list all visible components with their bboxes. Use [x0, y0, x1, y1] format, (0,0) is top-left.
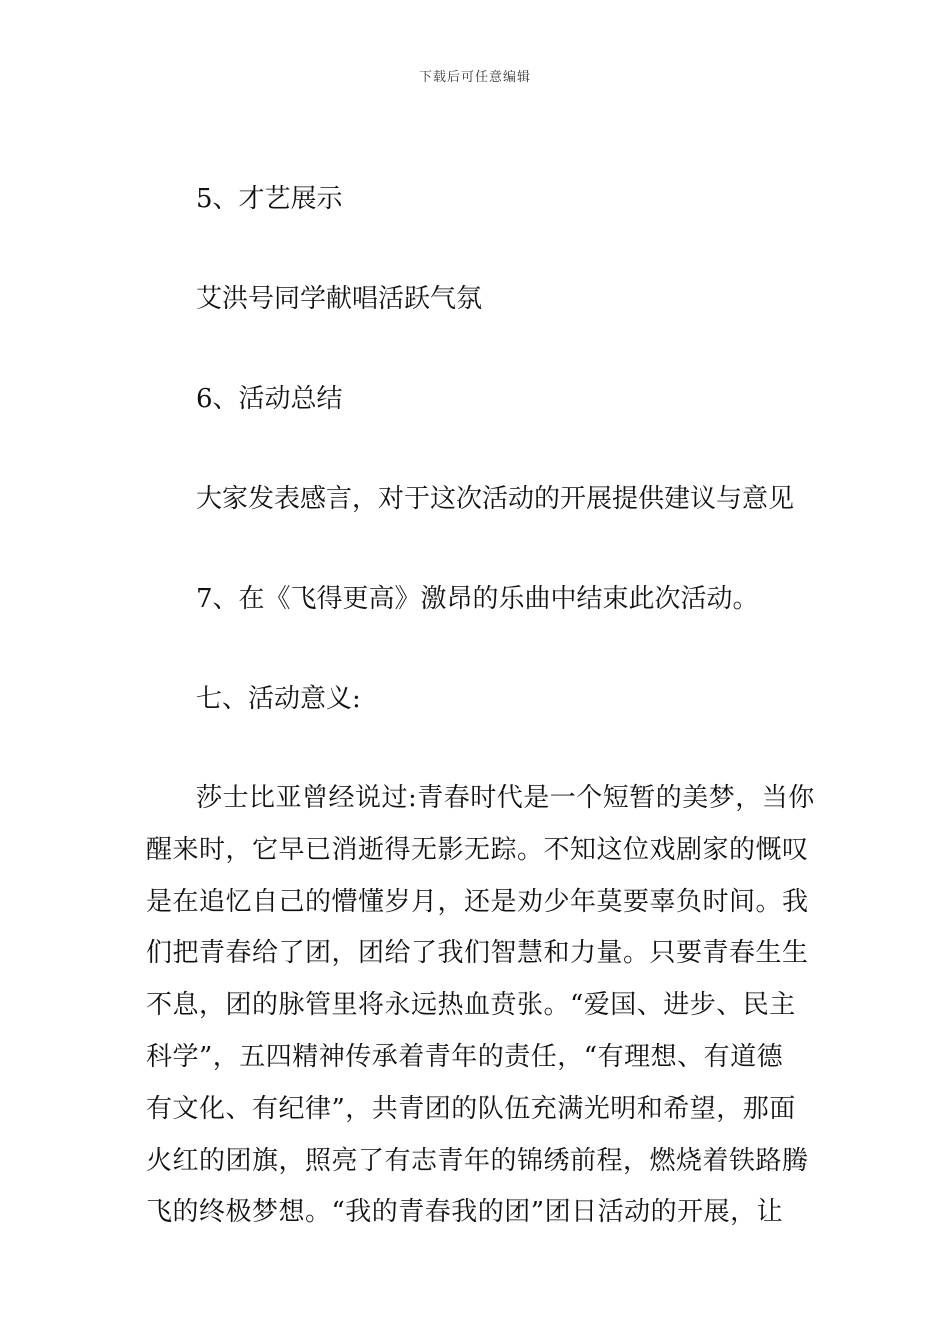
paragraph-line: 科学”，五四精神传承着青年的责任，“有理想、有道德 [146, 1041, 784, 1072]
page-header-note: 下载后可任意编辑 [418, 70, 531, 85]
paragraph-line: 莎士比亚曾经说过:青春时代是一个短暂的美梦，当你 [196, 783, 815, 813]
paragraph-line: 飞的终极梦想。“我的青春我的团”团日活动的开展，让 [146, 1197, 784, 1228]
paragraph-line: 不息，团的脉管里将永远热血贲张。“爱国、进步、民主 [146, 990, 796, 1021]
item-talent-show: 5、才艺展示 [196, 184, 343, 214]
paragraph-line: 有文化、有纪律”，共青团的队伍充满光明和希望，那面 [146, 1093, 796, 1124]
item-activity-summary: 6、活动总结 [196, 384, 343, 414]
section-heading-significance: 七、活动意义: [196, 684, 361, 714]
significance-paragraph [146, 783, 815, 1249]
paragraph-line: 们把青春给了团，团给了我们智慧和力量。只要青春生生 [146, 938, 809, 969]
paragraph-line: 醒来时，它早已消逝得无影无踪。不知这位戏剧家的慨叹 [146, 834, 809, 865]
paragraph-line: 是在追忆自己的懵懂岁月，还是劝少年莫要辜负时间。我 [146, 886, 809, 917]
item-activity-summary-detail: 大家发表感言，对于这次活动的开展提供建议与意见 [196, 484, 795, 514]
paragraph-line: 火红的团旗，照亮了有志青年的锦绣前程，燃烧着铁路腾 [146, 1145, 809, 1176]
item-closing: 7、在《飞得更高》激昂的乐曲中结束此次活动。 [196, 584, 759, 614]
item-talent-show-detail: 艾洪号同学献唱活跃气氛 [196, 284, 483, 314]
